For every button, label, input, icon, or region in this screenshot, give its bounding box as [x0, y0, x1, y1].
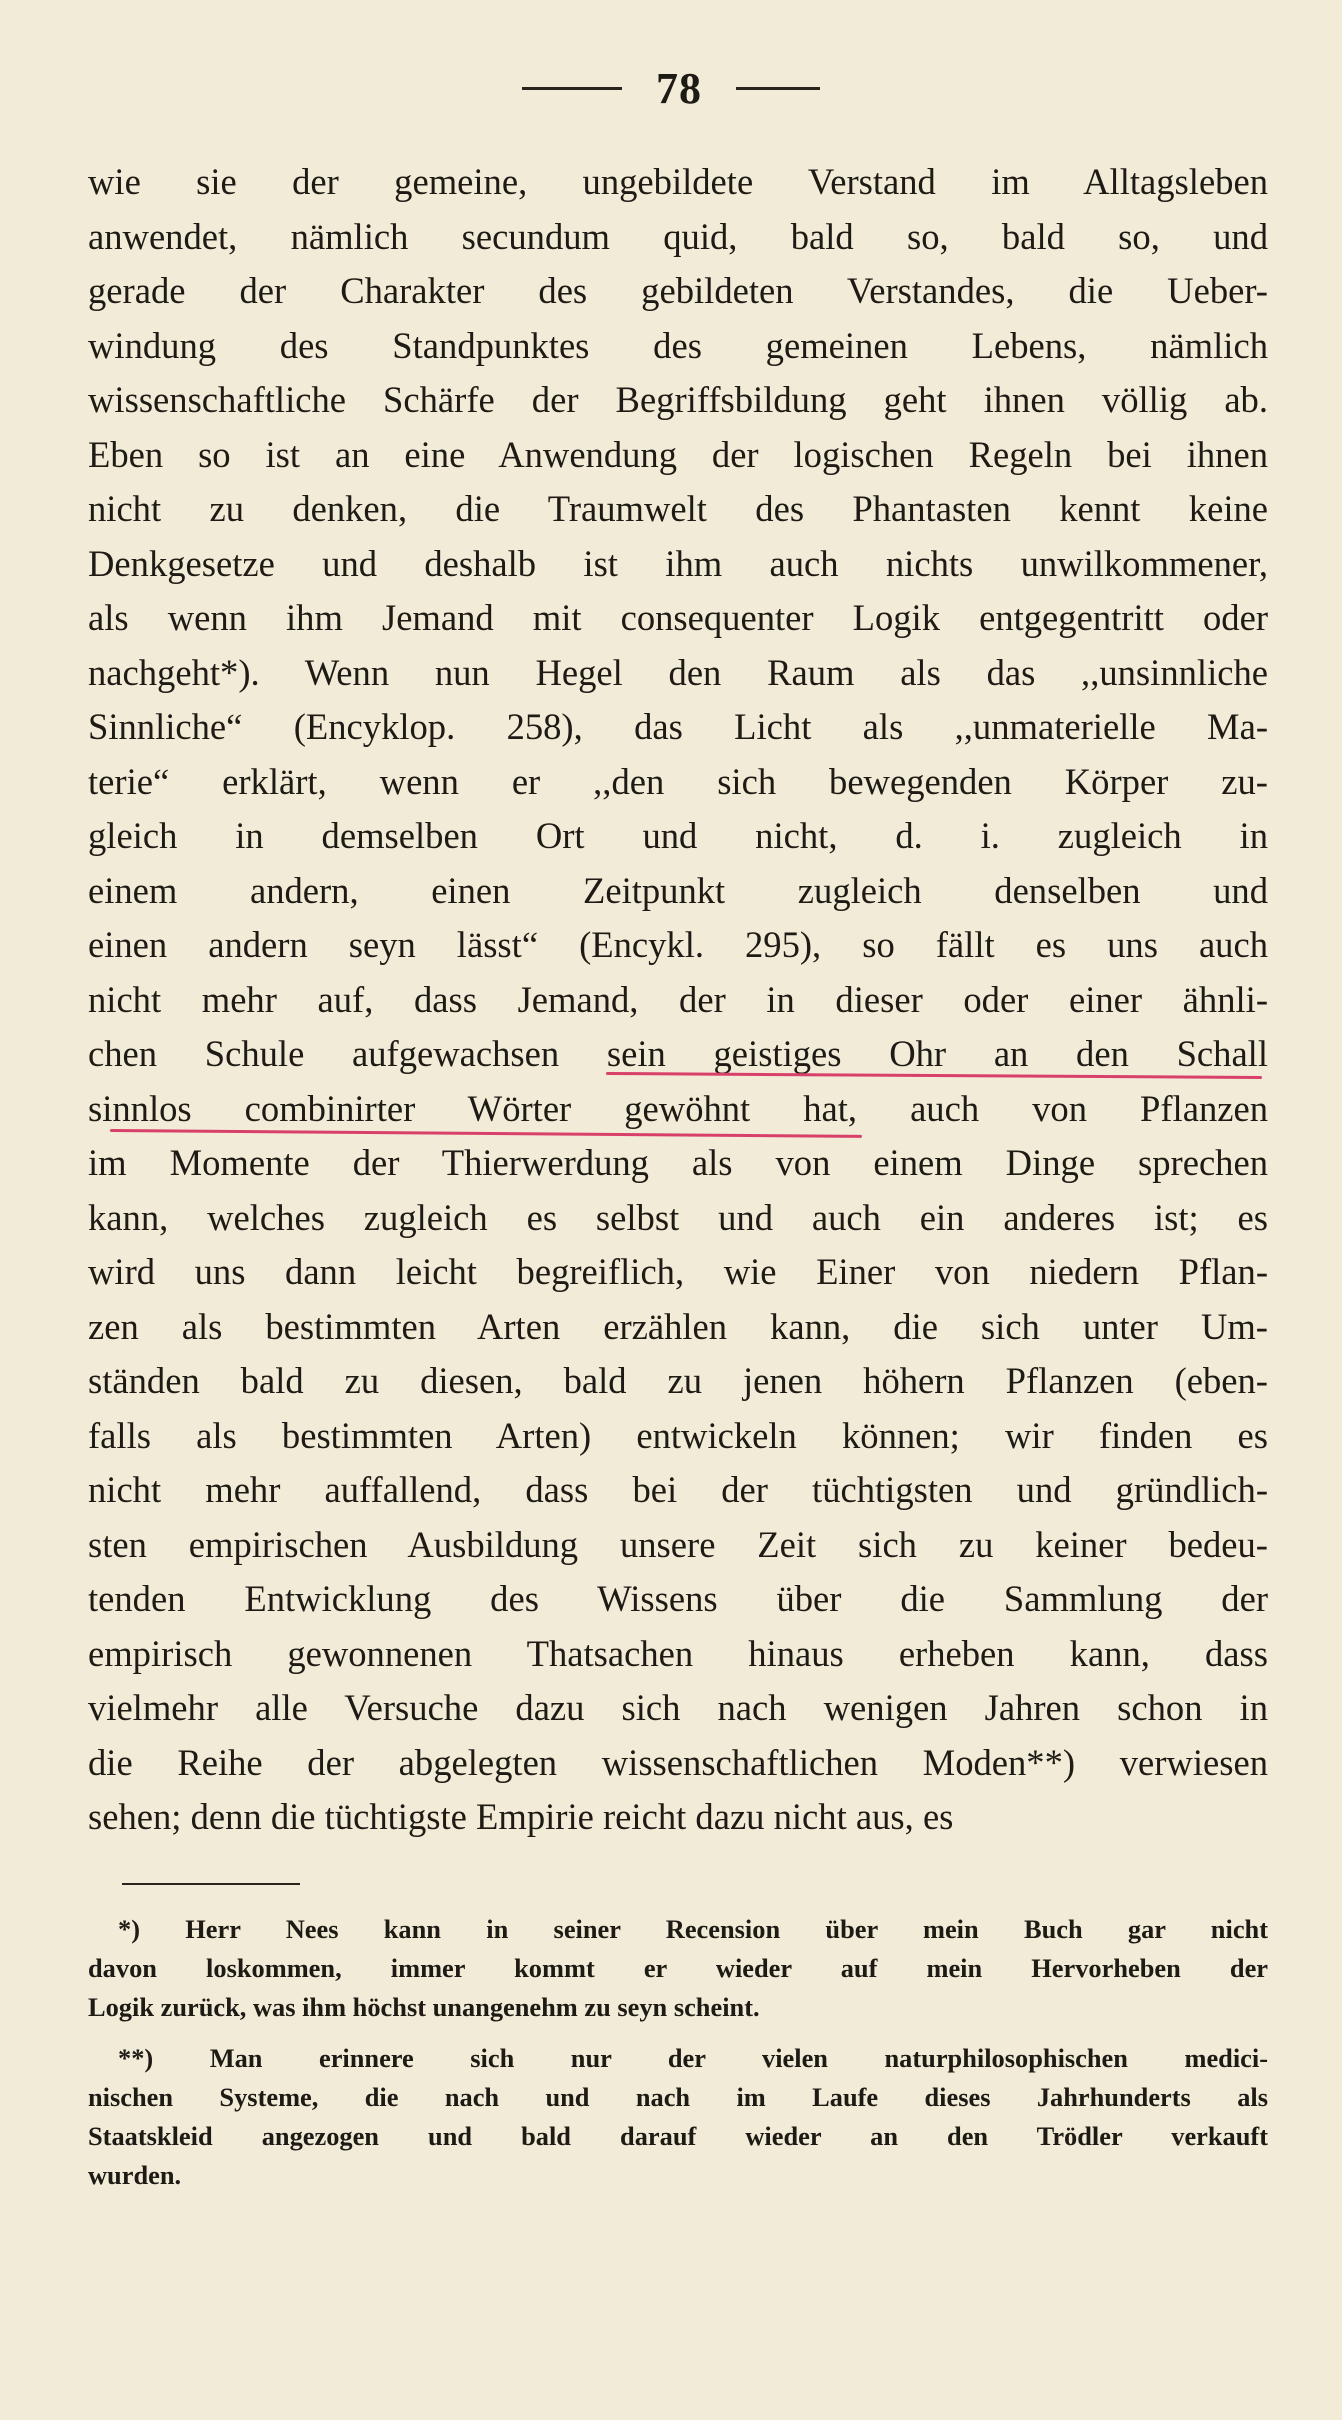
footnote [88, 2039, 1268, 2195]
text-line: kann, welches zugleich es selbst und auch ein anderes ist; es [88, 1196, 1268, 1238]
footnote [88, 1910, 1268, 2027]
text-line: gleich in demselben Ort und nicht, d. i. zugleich in [88, 815, 1268, 856]
footnote-gap [88, 2027, 1268, 2039]
header-rule-left [522, 87, 622, 90]
page-header [0, 58, 1342, 118]
footnote-line: nischen Systeme, die nach und nach im Laufe dieses Jahrhunderts als [88, 2082, 1268, 2112]
text-line: nicht mehr auf, dass Jemand, der in dieser oder einer ähnli- [88, 978, 1268, 1020]
footnote-line: davon loskommen, immer kommt er wieder auf mein Hervorheben der [88, 1953, 1268, 1983]
footnote-line: Logik zurück, was ihm höchst unangenehm zu seyn scheint. [88, 1992, 760, 2022]
text-line: einem andern, einen Zeitpunkt zugleich denselben und [88, 869, 1268, 911]
text-line: wie sie der gemeine, ungebildete Verstand im Alltagsleben [88, 161, 1268, 202]
text-line: chen Schule aufgewachsen sein geistiges Ohr an den Schall [88, 1033, 1268, 1074]
text-line: einen andern seyn lässt“ (Encykl. 295), so fällt es uns auch [88, 924, 1268, 965]
text-line: nicht mehr auffallend, dass bei der tüchtigsten und gründlich- [88, 1469, 1268, 1510]
text-line: nicht zu denken, die Traumwelt des Phantasten kennt keine [88, 488, 1268, 529]
text-line: vielmehr alle Versuche dazu sich nach wenigen Jahren schon in [88, 1687, 1268, 1728]
header-rule-right [736, 87, 820, 90]
text-line: im Momente der Thierwerdung als von einem Dinge sprechen [88, 1142, 1268, 1183]
text-line: die Reihe der abgelegten wissenschaftlichen Moden**) verwiesen [88, 1741, 1268, 1783]
text-line: sten empirischen Ausbildung unsere Zeit sich zu keiner bedeu- [88, 1523, 1268, 1565]
text-line: empirisch gewonnenen Thatsachen hinaus erheben kann, dass [88, 1632, 1268, 1674]
text-line: gerade der Charakter des gebildeten Verstandes, die Ueber- [88, 270, 1268, 311]
text-line: anwendet, nämlich secundum quid, bald so, bald so, und [88, 215, 1268, 257]
text-line: falls als bestimmten Arten) entwickeln können; wir finden es [88, 1414, 1268, 1456]
text-line: als wenn ihm Jemand mit consequenter Logik entgegentritt oder [88, 597, 1268, 638]
footnote-line: Staatskleid angezogen und bald darauf wieder an den Trödler verkauft [88, 2121, 1268, 2151]
text-line: windung des Standpunktes des gemeinen Lebens, nämlich [88, 324, 1268, 366]
text-line: sehen; denn die tüchtigste Empirie reicht dazu nicht aus, es [88, 1796, 954, 1837]
text-line: nachgeht*). Wenn nun Hegel den Raum als das ,,unsinnliche [88, 651, 1268, 693]
text-line: terie“ erklärt, wenn er ,,den sich bewegenden Körper zu- [88, 760, 1268, 802]
text-line: ständen bald zu diesen, bald zu jenen höhern Pflanzen (eben- [88, 1360, 1268, 1401]
text-line: Sinnliche“ (Encyklop. 258), das Licht als ,,unmaterielle Ma- [88, 706, 1268, 747]
footnotes [88, 1910, 1268, 2195]
footnote-line: *) Herr Nees kann in seiner Recension über mein Buch gar nicht [118, 1914, 1268, 1944]
text-line: zen als bestimmten Arten erzählen kann, die sich unter Um- [88, 1305, 1268, 1347]
body-text [88, 155, 1268, 1845]
text-line: sinnlos combinirter Wörter gewöhnt hat, auch von Pflanzen [88, 1087, 1268, 1129]
footnote-line: wurden. [88, 2160, 182, 2190]
page-number: 78 [656, 63, 702, 113]
footnote-line: **) Man erinnere sich nur der vielen naturphilosophischen medici- [118, 2043, 1268, 2073]
text-line: wissenschaftliche Schärfe der Begriffsbildung geht ihnen völlig ab. [88, 379, 1268, 420]
text-line: tenden Entwicklung des Wissens über die Sammlung der [88, 1578, 1268, 1619]
text-line: Denkgesetze und deshalb ist ihm auch nichts unwilkommener, [88, 542, 1268, 584]
text-line: Eben so ist an eine Anwendung der logischen Regeln bei ihnen [88, 433, 1268, 475]
footnote-separator [122, 1883, 300, 1885]
text-line: wird uns dann leicht begreiflich, wie Einer von niedern Pflan- [88, 1251, 1268, 1292]
